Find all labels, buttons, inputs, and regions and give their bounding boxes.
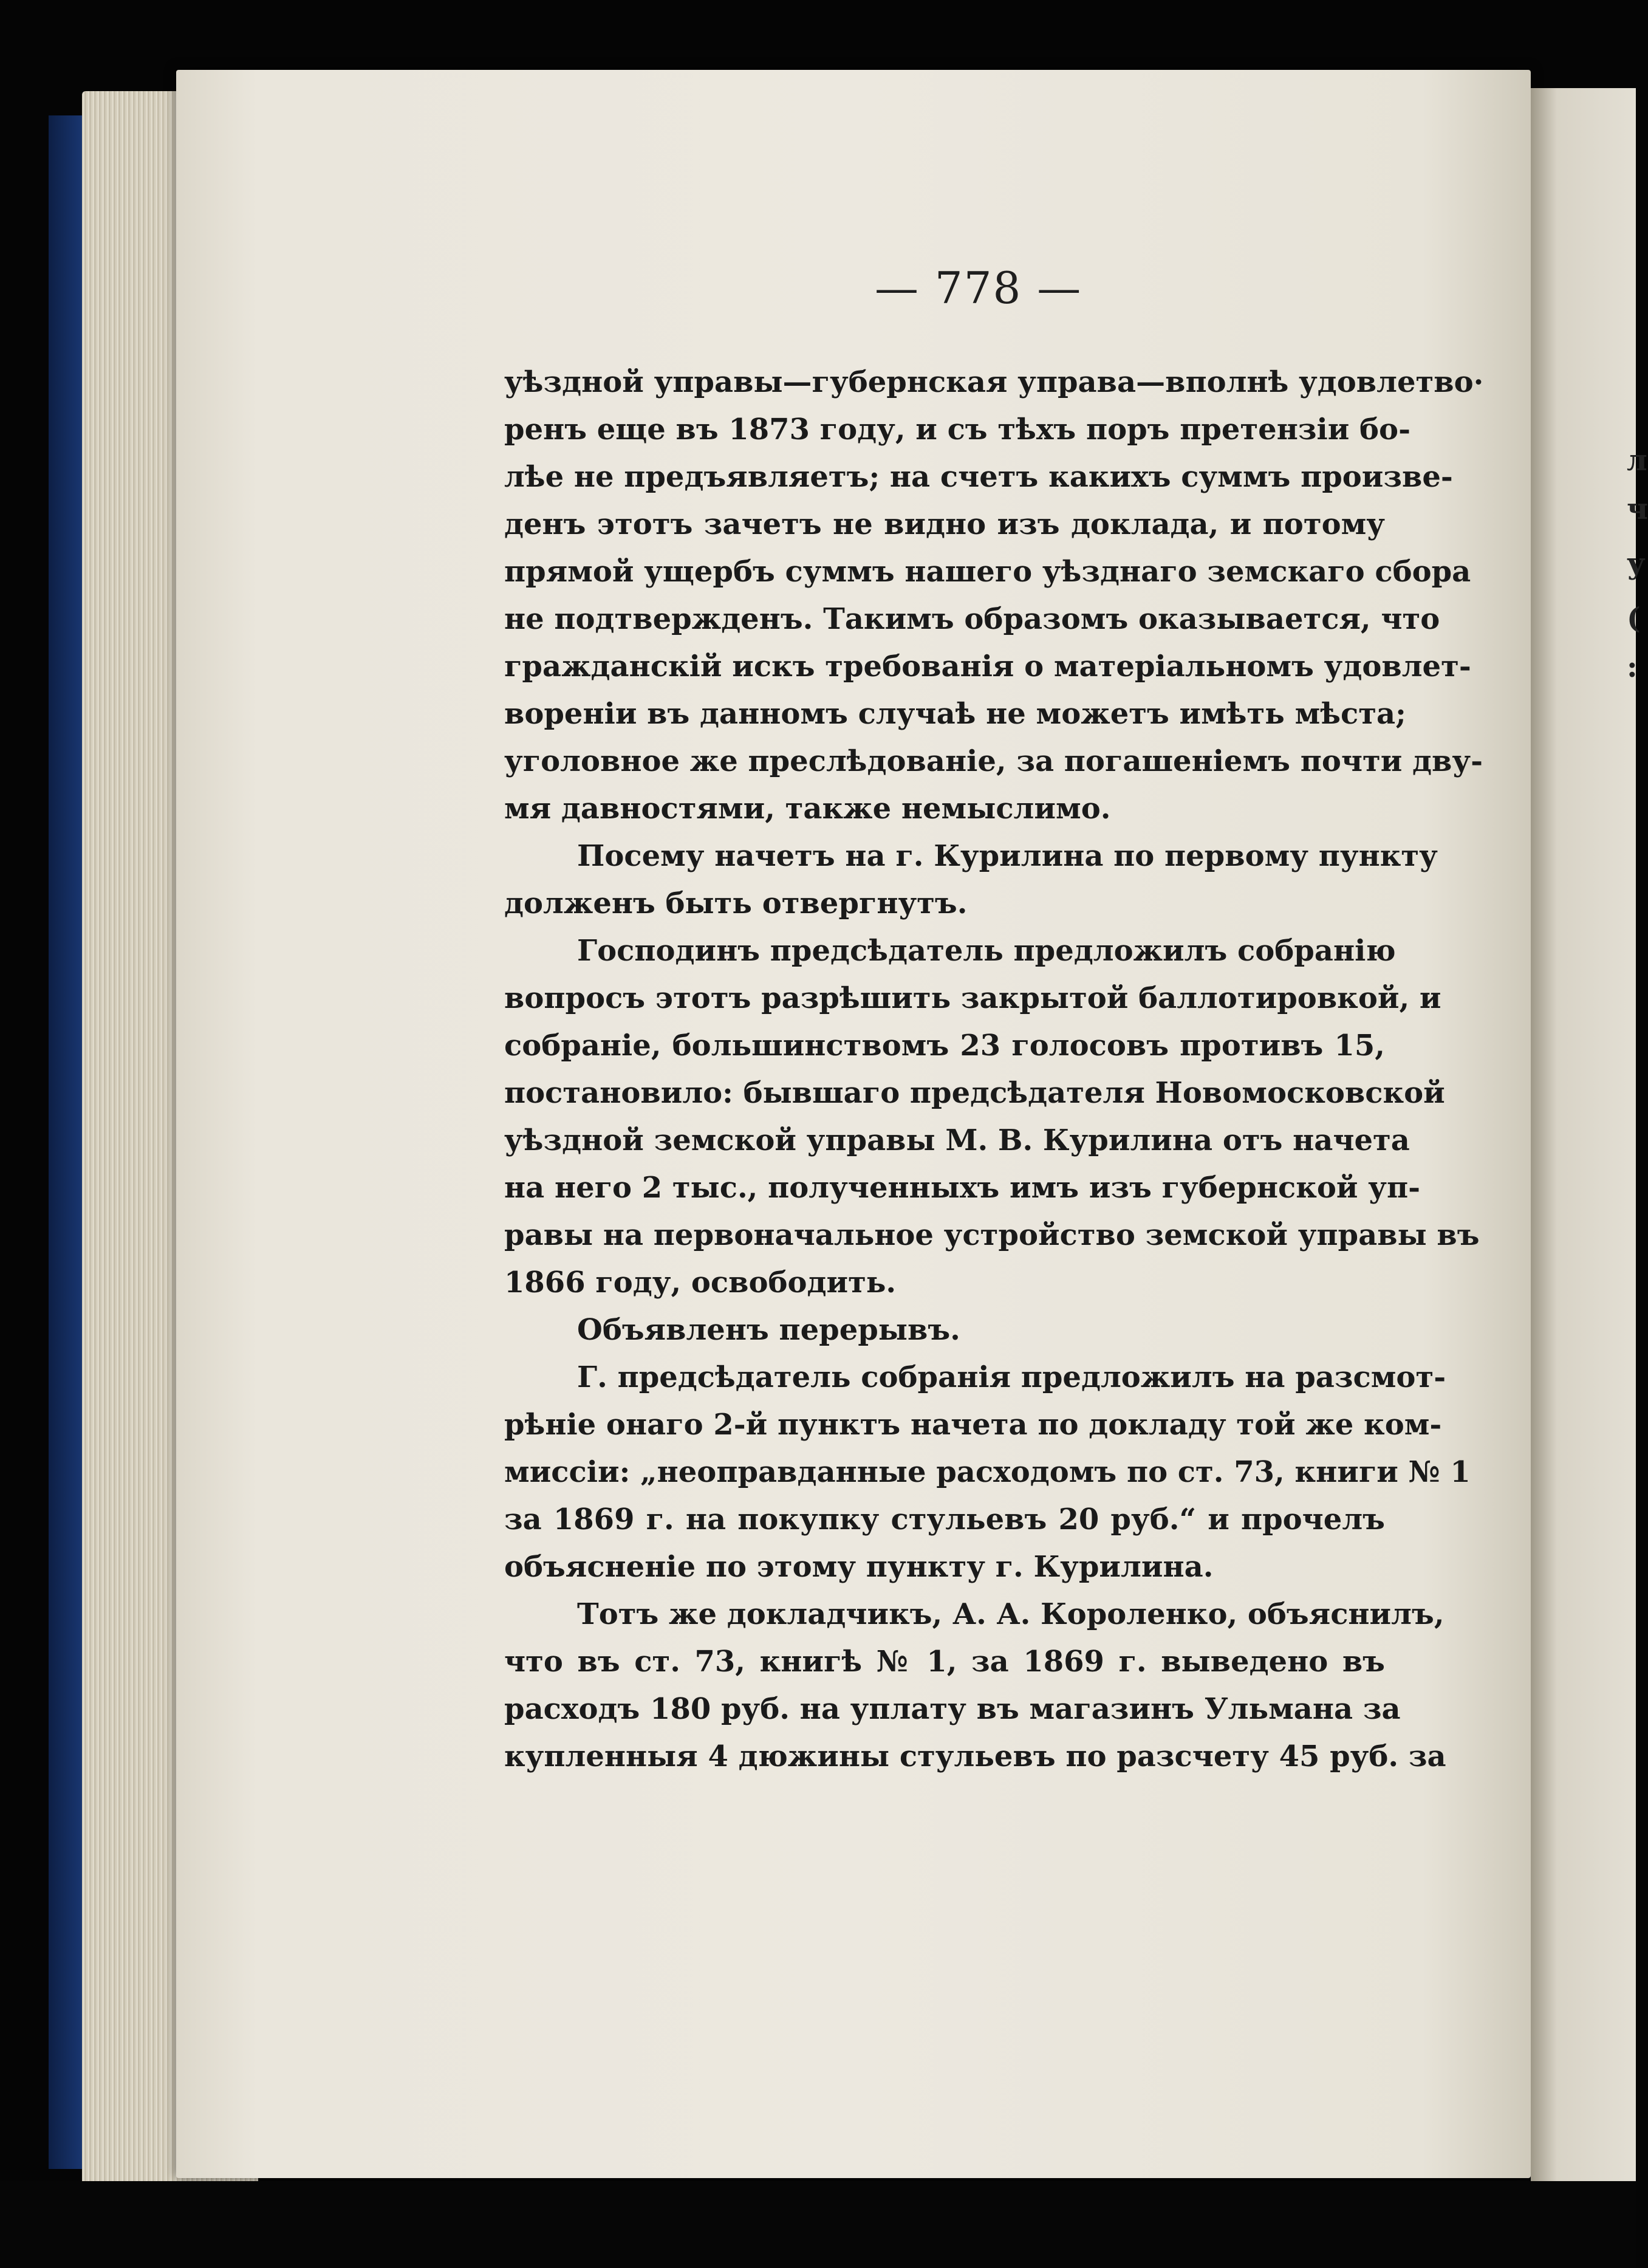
text-line: что въ ст. 73, книгѣ № 1, за 1869 г. выведено въ (504, 1645, 1385, 1679)
text-line: прямой ущербъ суммъ нашего уѣзднаго земскаго сбора (504, 555, 1471, 589)
edge-char: : (1627, 650, 1638, 684)
text-line: мя давностями, также немыслимо. (504, 792, 1111, 826)
text-line: лѣе не предъявляетъ; на счетъ какихъ суммъ произве- (504, 460, 1453, 494)
edge-char: л (1627, 444, 1647, 478)
text-line: ренъ еще въ 1873 году, и съ тѣхъ поръ претензіи бо- (504, 413, 1410, 447)
text-line: долженъ быть отвергнутъ. (504, 886, 968, 920)
text-line: объясненіе по этому пункту г. Курилина. (504, 1550, 1214, 1584)
page-number: — 778 — (875, 262, 1082, 313)
text-line: уѣздной земской управы М. В. Курилина отъ начета (504, 1123, 1410, 1157)
text-line: Объявленъ перерывъ. (577, 1313, 960, 1347)
text-line: Посему начетъ на г. Курилина по первому пункту (577, 839, 1438, 873)
text-line: постановило: бывшаго предсѣдателя Новомосковской (504, 1076, 1445, 1110)
text-line: на него 2 тыс., полученныхъ имъ изъ губернской уп- (504, 1171, 1420, 1205)
text-line: за 1869 г. на покупку стульевъ 20 руб.“ и прочелъ (504, 1502, 1385, 1537)
scan-background (0, 2181, 1636, 2268)
text-line: расходъ 180 руб. на уплату въ магазинъ Ульмана за (504, 1692, 1401, 1726)
edge-char: ч (1627, 492, 1648, 526)
text-line: гражданскій искъ требованія о матеріальномъ удовлет- (504, 649, 1471, 683)
text-line: Господинъ предсѣдатель предложилъ собранію (577, 934, 1396, 968)
text-line: 1866 году, освободить. (504, 1266, 897, 1300)
text-line: уѣздной управы—губернская управа—вполнѣ удовлетво· (504, 365, 1484, 399)
body-text (504, 358, 1484, 1780)
text-line: купленныя 4 дюжины стульевъ по разсчету 45 руб. за (504, 1739, 1446, 1773)
text-line: денъ этотъ зачетъ не видно изъ доклада, и потому (504, 507, 1385, 541)
text-line: Тотъ же докладчикъ, А. А. Короленко, объяснилъ, (577, 1597, 1445, 1631)
text-line: равы на первоначальное устройство земской управы въ (504, 1218, 1480, 1252)
edge-char: ( (1627, 601, 1641, 636)
text-line: Г. предсѣдатель собранія предложилъ на разсмот- (577, 1360, 1446, 1394)
text-line: вопросъ этотъ разрѣшить закрытой баллотировкой, и (504, 981, 1441, 1015)
text-line: уголовное же преслѣдованіе, за погашеніемъ почти дву- (504, 744, 1483, 778)
edge-char: у (1627, 547, 1646, 581)
text-line: собраніе, большинствомъ 23 голосовъ противъ 15, (504, 1029, 1385, 1063)
text-line: рѣніе онаго 2-й пунктъ начета по докладу той же ком- (504, 1408, 1442, 1442)
next-page-edge (1531, 88, 1648, 2184)
text-line: не подтвержденъ. Такимъ образомъ оказывается, что (504, 602, 1440, 636)
text-line: вореніи въ данномъ случаѣ не можетъ имѣть мѣста; (504, 697, 1406, 731)
text-line: миссіи: „неоправданные расходомъ по ст. 73, книги № 1 (504, 1455, 1471, 1489)
